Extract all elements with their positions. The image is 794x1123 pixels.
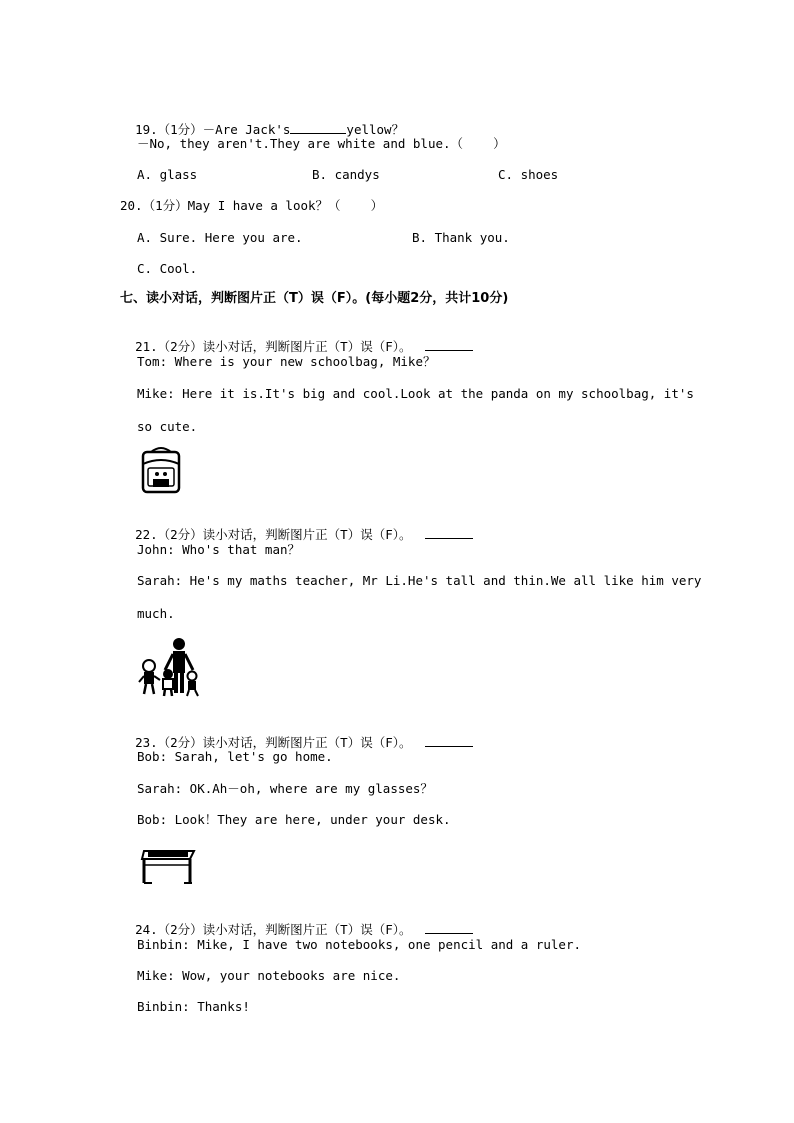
teacher-and-children-picture <box>137 636 201 698</box>
q21-dialogue-line-3: so cute. <box>137 419 198 434</box>
q23-stem <box>120 718 473 751</box>
q23-stem-text: 23.（2分）读小对话，判断图片正（T）误（F）。 <box>135 735 412 750</box>
q24-stem-text: 24.（2分）读小对话，判断图片正（T）误（F）。 <box>135 922 412 937</box>
q19-reply: －No, they aren't.They are white and blue.（ ） <box>137 136 506 151</box>
q21-dialogue-line-1: Tom: Where is your new schoolbag, Mike？ <box>137 354 436 369</box>
q21-dialogue-line-2: Mike: Here it is.It's big and cool.Look at the panda on my schoolbag, it's <box>137 386 694 401</box>
q21-stem-text: 21.（2分）读小对话，判断图片正（T）误（F）。 <box>135 339 412 354</box>
q22-answer-blank[interactable] <box>425 526 473 539</box>
q19-option-a[interactable]: A. glass <box>137 167 198 182</box>
q23-dialogue-line-2: Sarah: OK.Ah－oh, where are my glasses？ <box>137 781 433 796</box>
q24-answer-blank[interactable] <box>425 921 473 934</box>
q21-answer-blank[interactable] <box>425 338 473 351</box>
q19-stem-end: yellow？ <box>346 122 405 137</box>
q24-dialogue-line-2: Mike: Wow, your notebooks are nice. <box>137 968 401 983</box>
q19-stem-start: 19.（1分）－Are Jack's <box>135 122 291 137</box>
q24-stem <box>120 905 473 938</box>
q22-stem <box>120 510 473 543</box>
q20-option-a[interactable]: A. Sure. Here you are. <box>137 230 303 245</box>
section-heading: 七、读小对话，判断图片正（T）误（F）。(每小题2分，共计10分) <box>120 291 509 306</box>
q24-dialogue-line-1: Binbin: Mike, I have two notebooks, one pencil and a ruler. <box>137 937 582 952</box>
q23-answer-blank[interactable] <box>425 734 473 747</box>
q19-option-c[interactable]: C. shoes <box>498 167 559 182</box>
q22-dialogue-line-1: John: Who's that man？ <box>137 542 301 557</box>
q22-dialogue-line-3: much. <box>137 606 175 621</box>
q19-stem <box>120 105 404 138</box>
schoolbag-picture <box>137 446 185 494</box>
q22-stem-text: 22.（2分）读小对话，判断图片正（T）误（F）。 <box>135 527 412 542</box>
q22-dialogue-line-2: Sarah: He's my maths teacher, Mr Li.He's tall and thin.We all like him very <box>137 573 702 588</box>
q23-dialogue-line-1: Bob: Sarah, let's go home. <box>137 749 333 764</box>
q19-answer-blank[interactable] <box>290 121 346 134</box>
q23-dialogue-line-3: Bob: Look！They are here, under your desk. <box>137 812 451 827</box>
q20-option-b[interactable]: B. Thank you. <box>412 230 510 245</box>
q21-stem <box>120 322 473 355</box>
q24-dialogue-line-3: Binbin: Thanks! <box>137 999 250 1014</box>
q20-stem: 20.（1分）May I have a look？（ ） <box>120 198 384 213</box>
q20-option-c[interactable]: C. Cool. <box>137 261 198 276</box>
q19-option-b[interactable]: B. candys <box>312 167 380 182</box>
desk-picture <box>140 843 198 889</box>
